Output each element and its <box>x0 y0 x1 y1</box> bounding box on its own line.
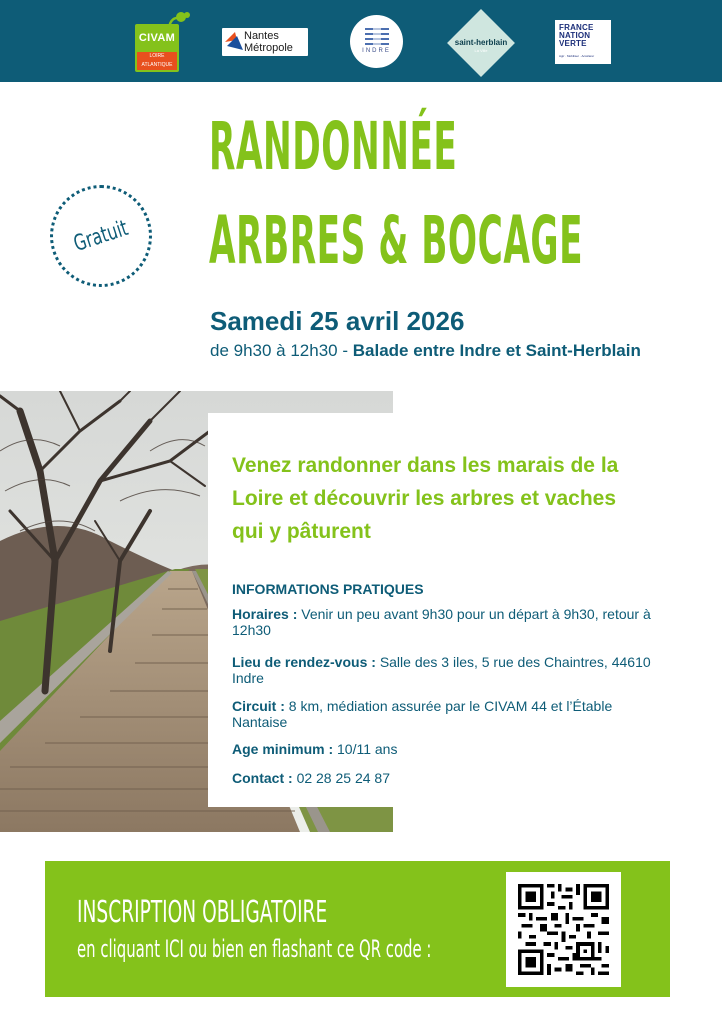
saint-herblain-logo <box>446 8 516 78</box>
nantes-metropole-logo-text: Nantes Métropole <box>244 30 293 54</box>
info-card <box>208 413 722 807</box>
info-item-value: 02 28 25 24 87 <box>296 770 390 786</box>
france-nation-verte-logo <box>555 20 611 64</box>
info-item-contact <box>232 770 652 786</box>
event-schedule <box>210 341 641 361</box>
info-item-schedule <box>232 606 652 638</box>
info-item-min-age <box>232 741 652 757</box>
page-title-line-2: ARBRES & BOCAGE <box>209 202 584 279</box>
civam-logo <box>135 10 189 74</box>
info-item-value: Salle des 3 iles, 5 rue des Chaintres, 44610 Indre <box>232 654 651 686</box>
info-item-label: Circuit : <box>232 698 285 714</box>
registration-title: INSCRIPTION OBLIGATOIRE <box>77 895 328 930</box>
event-time: de 9h30 à 12h30 - <box>210 341 353 360</box>
saint-herblain-logo-subtitle: La Ville <box>474 48 488 53</box>
saint-herblain-logo-text: saint-herblain <box>454 38 508 47</box>
indre-logo <box>350 15 403 68</box>
sprout-icon <box>165 10 191 32</box>
info-item-label: Horaires : <box>232 606 298 622</box>
registration-qr-code[interactable] <box>506 872 621 987</box>
page-title-line-1: RANDONNÉE <box>209 108 458 185</box>
info-item-label: Age minimum : <box>232 741 334 757</box>
civam-logo-subtitle: LOIRE ATLANTIQUE <box>137 52 177 70</box>
indre-wave-icon <box>364 25 390 47</box>
france-nation-verte-logo-text: FRANCE NATION VERTE <box>559 23 594 48</box>
info-item-meeting-point <box>232 654 652 686</box>
event-tagline: Venez randonner dans les marais de la Loire et découvrir les arbres et vaches qui y pâturent <box>232 454 619 543</box>
info-item-label: Lieu de rendez-vous : <box>232 654 376 670</box>
info-item-route <box>232 698 652 730</box>
event-date: Samedi 25 avril 2026 <box>210 306 465 336</box>
info-item-value: 10/11 ans <box>337 741 398 757</box>
civam-logo-name: CIVAM <box>138 32 176 44</box>
free-badge-label: Gratuit <box>70 216 132 257</box>
nantes-metropole-logo <box>222 28 308 56</box>
france-nation-verte-logo-subtitle: Agir · Mobiliser · Accélérer <box>559 54 595 58</box>
qr-code-icon <box>518 884 609 975</box>
event-route: Balade entre Indre et Saint-Herblain <box>352 341 641 360</box>
info-section-heading: INFORMATIONS PRATIQUES <box>232 581 424 597</box>
info-item-value: Venir un peu avant 9h30 pour un départ à 9h30, retour à 12h30 <box>232 606 651 638</box>
indre-logo-text: INDRE <box>362 48 391 54</box>
info-item-value: 8 km, médiation assurée par le CIVAM 44 et l’Étable Nantaise <box>232 698 613 730</box>
registration-link-text[interactable]: en cliquant ICI ou bien en flashant ce QR code : <box>77 935 432 963</box>
nantes-metropole-mark-icon <box>225 32 245 52</box>
partner-logo-band <box>0 0 722 82</box>
info-item-label: Contact : <box>232 770 293 786</box>
free-badge <box>50 185 152 287</box>
registration-banner[interactable] <box>45 861 670 997</box>
